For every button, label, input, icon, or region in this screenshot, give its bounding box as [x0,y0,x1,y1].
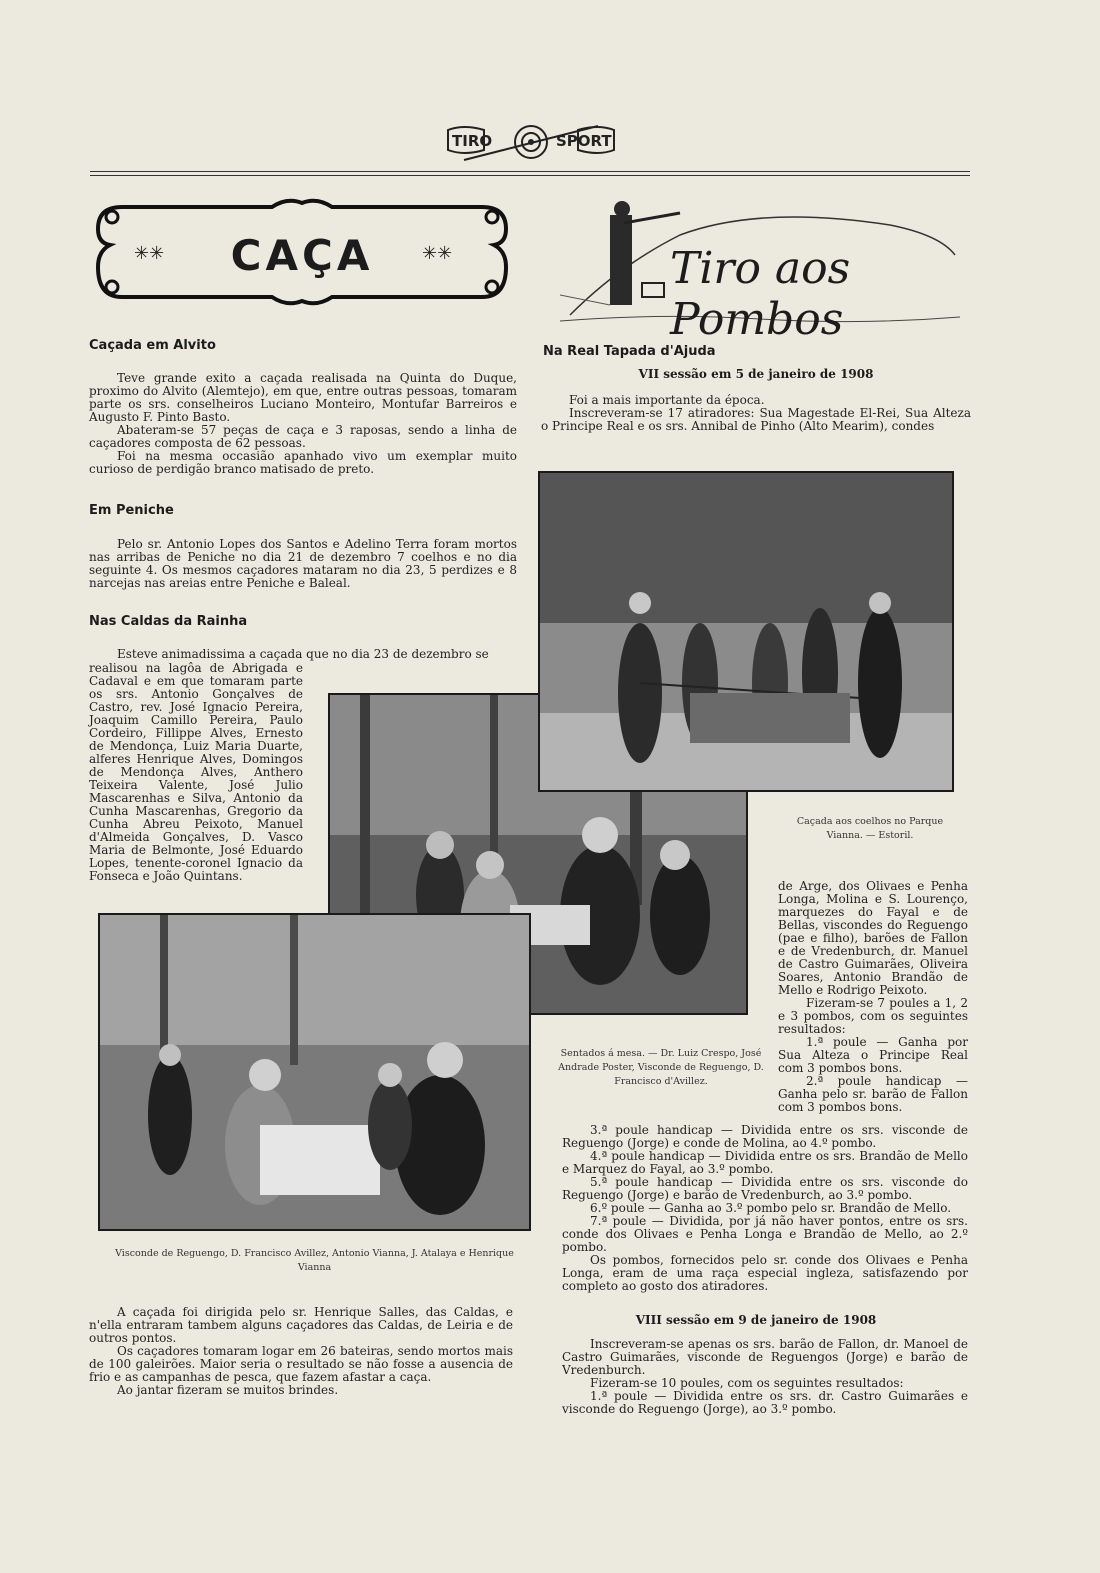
session-8-heading: VIII sessão em 9 de janeiro de 1908 [635,1313,877,1327]
header-rule-bottom [90,175,970,176]
photo-lunch-scene [98,913,531,1231]
masthead-text: TIRO [452,132,493,150]
caption-reguengo: Visconde de Reguengo, D. Francisco Avillez, Antonio Vianna, J. Atalaya e Henrique Vianna [115,1248,514,1273]
caca-title: CAÇA [230,231,374,280]
masthead-logo [444,120,618,166]
session-8-text: Inscreveram-se apenas os srs. barão de Fallon, dr. Manoel de Castro Guimarães, visconde de Reguengos (Jorge) e barão de Vredenburch. Fizeram-se 10 poules, com os seguintes resultados: 1.ª poule — Dividida entre os srs. dr. Castro Guimarães e visconde do Reguengo (Jorge), ao 3.º pombo. [562,1337,968,1416]
caption-mesa: Sentados á mesa. — Dr. Luiz Crespo, José Andrade Poster, Visconde de Reguengo, D. Francisco d'Avillez. [558,1048,764,1087]
caption-parque: Caçada aos coelhos no Parque Vianna. — Estoril. [796,816,944,841]
alvito-heading: Caçada em Alvito [89,338,216,353]
photo-hunters-rabbits [538,471,954,792]
header-rule-top [90,171,970,172]
caldas-text-line1: Esteve animadissima a caçada que no dia 23 de dezembro se [117,647,489,661]
tiro-aos-pombos-header [560,195,960,345]
alvito-p2: Abateram-se 57 peças de caça e 3 raposas, sendo a linha de caçadores composta de 62 pessoas. [89,423,517,450]
ajuda-heading: Na Real Tapada d'Ajuda [543,344,716,359]
svg-text:✳✳: ✳✳ [134,243,165,264]
peniche-heading: Em Peniche [89,503,174,518]
ajuda-results: 3.ª poule handicap — Dividida entre os srs. visconde de Reguengo (Jorge) e conde de Molina, ao 4.º pombo. 4.ª poule handicap — Dividida entre os srs. Brandão de Mello e Marquez do Fayal, ao 3.º pombo. 5.ª poule handicap — Dividida entre os srs. visconde do Reguengo (Jorge) e barão de Vredenburch, ao 3.º pombo. 6.º poule — Ganha ao 3.º pombo pelo sr. Brandão de Mello. 7.ª poule — Dividida, por já não haver pontos, entre os srs. conde dos Olivaes e Penha Longa e Brandão de Mello, ao 2.º pombo. Os pombos, fornecidos pelo sr. conde dos Olivaes e Penha Longa, eram de uma raça especial ingleza, satisfazendo por completo ao gosto dos atiradores. [562,1123,968,1293]
caldas-heading: Nas Caldas da Rainha [89,614,248,629]
caca-title-frame [92,193,512,311]
svg-text:✳✳: ✳✳ [422,243,453,264]
alvito-p1: Teve grande exito a caçada realisada na Quinta do Duque, proximo do Alvito (Alemtejo), em que, entre outras pessoas, tomaram parte os srs. conselheiros Luciano Monteiro, Montufar Barreiros e Augusto F. Pinto Basto. [89,371,517,424]
caldas-text-column: realisou na lagôa de Abrigada e Cadaval e em que tomaram parte os srs. Antonio Gonçalves de Castro, rev. José Ignacio Pereira, Joaquim Camillo Pereira, Paulo Cordeiro, Fillippe Alves, Ernesto de Mendonça, Luiz Maria Duarte, alferes Henrique Alves, Domingos de Mendonça Alves, Anthero Teixeira Valente, José Julio Mascarenhas e Silva, Antonio da Cunha Mascarenhas, Gregorio da Cunha Abreu Peixoto, Manuel d'Almeida Gonçalves, D. Vasco Maria de Belmonte, José Eduardo Lopes, tenente-coronel Ignacio da Fonseca e João Quintans. [89,661,303,883]
alvito-p3: Foi na mesma occasião apanhado vivo um exemplar muito curioso de perdigão branco matisado de preto. [89,449,517,476]
ajuda-intro: Foi a mais importante da época. Inscreveram-se 17 atiradores: Sua Magestade El-Rei, Sua Alteza o Principe Real e os srs. Annibal de Pinho (Alto Mearim), condes [541,393,971,433]
alvito-text [89,372,517,476]
svg-text:SPORT: SPORT [556,132,612,150]
tiro-aos-pombos-title: Tiro aos Pombos [670,243,851,345]
peniche-text: Pelo sr. Antonio Lopes dos Santos e Adelino Terra foram mortos nas arribas de Peniche no dia 21 de dezembro 7 coelhos e no dia seguinte 4. Os mesmos caçadores mataram no dia 23, 5 perdizes e 8 narcejas nas areias entre Peniche e Baleal. [89,537,517,590]
caldas-text-after: A caçada foi dirigida pelo sr. Henrique Salles, das Caldas, e n'ella entraram tambem alguns caçadores das Caldas, de Leiria e de outros pontos. Os caçadores tomaram logar em 26 bateiras, sendo mortos mais de 100 galeirões. Maior seria o resultado se não fosse a ausencia de frio e as campanhas de pesca, que fazem afastar a caça. Ao jantar fizeram se muitos brindes. [89,1305,513,1397]
ajuda-names-column: de Arge, dos Olivaes e Penha Longa, Molina e S. Lourenço, marquezes do Fayal e de Bellas, viscondes do Reguengo (pae e filho), barões de Fallon e de Vredenburch, dr. Manuel de Castro Guimarães, Oliveira Soares, Antonio Brandão de Mello e Rodrigo Peixoto. Fizeram-se 7 poules a 1, 2 e 3 pombos, com os seguintes resultados: 1.ª poule — Ganha por Sua Alteza o Principe Real com 3 pombos bons. 2.ª poule handicap — Ganha pelo sr. barão de Fallon com 3 pombos bons. [778,879,968,1114]
session-7-heading: VII sessão em 5 de janeiro de 1908 [638,367,874,381]
